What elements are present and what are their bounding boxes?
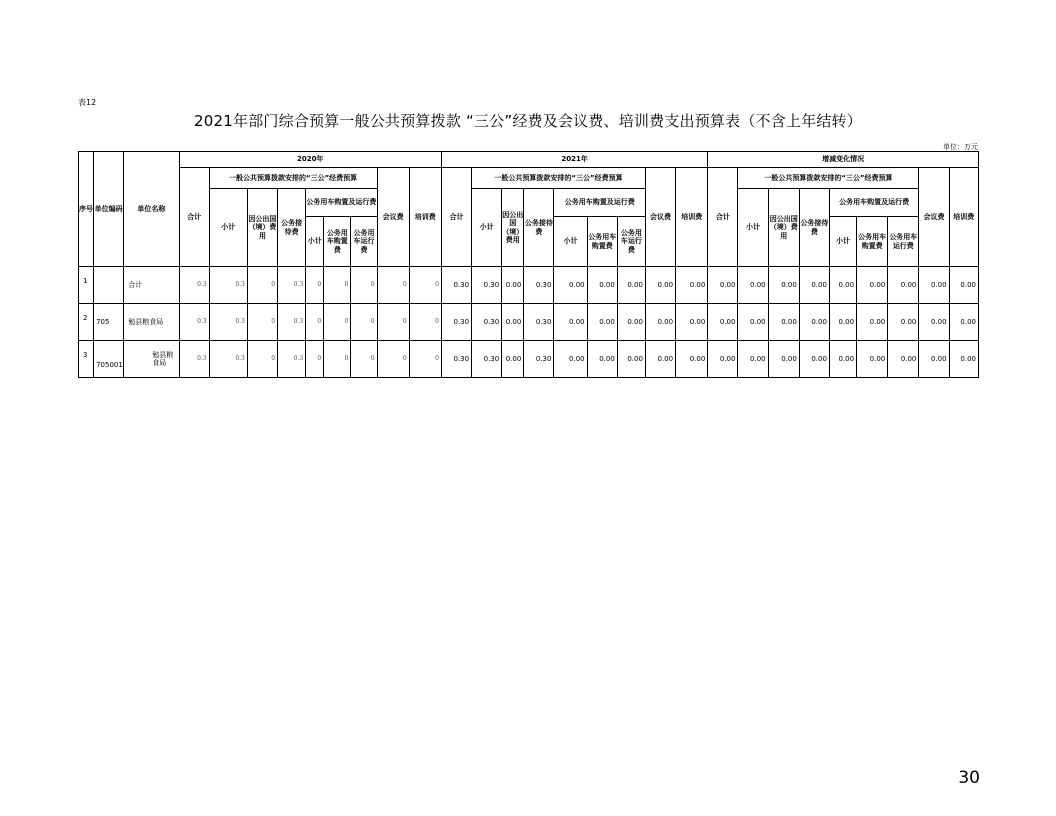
- header-2021-vehicle: 公务用车购置及运行费: [554, 189, 645, 217]
- cell-change: 0.00: [768, 304, 799, 341]
- table-number-label: 表12: [78, 98, 97, 107]
- cell-2020: 0: [409, 341, 441, 378]
- header-unit-code: 单位编码: [94, 152, 124, 267]
- cell-2020: 0.3: [278, 304, 306, 341]
- cell-2020: 0: [247, 304, 277, 341]
- cell-2021: 0.00: [617, 267, 645, 304]
- cell-2020: 0: [377, 304, 409, 341]
- cell-2021: 0.00: [554, 304, 587, 341]
- table-row: [79, 267, 979, 304]
- cell-2020: 0.3: [278, 267, 306, 304]
- cell-2021: 0.00: [617, 341, 645, 378]
- header-2021-sangong: 一般公共预算拨款安排的“三公”经费预算: [472, 168, 646, 189]
- header-2020-reception: 公务接待费: [278, 189, 306, 267]
- cell-2020: 0: [247, 341, 277, 378]
- cell-change: 0.00: [768, 267, 799, 304]
- table-row: [79, 341, 979, 378]
- cell-change: 0.00: [888, 304, 919, 341]
- page-number: 30: [958, 768, 980, 788]
- cell-2021: 0.00: [502, 304, 524, 341]
- header-change-total: 合计: [708, 168, 738, 267]
- header-change-vehicle-operation: 公务用车运行费: [888, 217, 919, 267]
- row-seq: 1: [79, 267, 94, 304]
- cell-2020: 0.3: [209, 341, 247, 378]
- header-year-2020: 2020年: [179, 152, 441, 168]
- cell-change: 0.00: [738, 341, 768, 378]
- cell-2020: 0: [324, 341, 351, 378]
- cell-2021: 0.00: [554, 267, 587, 304]
- cell-2021: 0.00: [645, 304, 675, 341]
- header-change-vehicle-subtotal: 小计: [829, 217, 856, 267]
- header-change-abroad: 因公出国（境）费用: [768, 189, 799, 267]
- header-2020-vehicle-purchase: 公务用车购置费: [324, 217, 351, 267]
- row-name: 勉县粮食局: [124, 304, 179, 341]
- cell-2021: 0.00: [554, 341, 587, 378]
- header-seq: 序号: [79, 152, 94, 267]
- cell-change: 0.00: [708, 267, 738, 304]
- cell-2020: 0.3: [179, 341, 209, 378]
- row-name: 勉县粮食局: [124, 341, 179, 378]
- cell-2020: 0.3: [179, 267, 209, 304]
- cell-2021: 0.00: [587, 341, 617, 378]
- row-code: [94, 267, 124, 304]
- cell-2021: 0.30: [472, 267, 502, 304]
- cell-2020: 0: [409, 304, 441, 341]
- budget-table: [78, 151, 979, 378]
- header-2020-abroad: 因公出国（境）费用: [247, 189, 277, 267]
- cell-change: 0.00: [888, 267, 919, 304]
- header-unit-name: 单位名称: [124, 152, 179, 267]
- row-seq: 3: [79, 341, 94, 378]
- cell-2021: 0.30: [441, 304, 471, 341]
- header-2021-subtotal: 小计: [472, 189, 502, 267]
- header-2021-reception: 公务接待费: [524, 189, 554, 267]
- cell-2021: 0.00: [502, 341, 524, 378]
- cell-2021: 0.00: [676, 341, 708, 378]
- cell-2020: 0: [377, 267, 409, 304]
- cell-change: 0.00: [857, 267, 888, 304]
- header-change-training: 培训费: [949, 168, 978, 267]
- header-change-vehicle: 公务用车购置及运行费: [829, 189, 918, 217]
- row-code: 705001: [94, 341, 124, 378]
- cell-2021: 0.30: [441, 341, 471, 378]
- cell-2021: 0.00: [587, 267, 617, 304]
- header-change-vehicle-purchase: 公务用车购置费: [857, 217, 888, 267]
- cell-change: 0.00: [799, 304, 829, 341]
- cell-change: 0.00: [708, 304, 738, 341]
- cell-2020: 0.3: [209, 304, 247, 341]
- row-code: 705: [94, 304, 124, 341]
- cell-change: 0.00: [738, 267, 768, 304]
- cell-change: 0.00: [829, 304, 856, 341]
- cell-2020: 0.3: [278, 341, 306, 378]
- cell-2020: 0: [409, 267, 441, 304]
- cell-2021: 0.00: [502, 267, 524, 304]
- cell-2021: 0.30: [472, 304, 502, 341]
- cell-change: 0.00: [738, 304, 768, 341]
- cell-change: 0.00: [799, 267, 829, 304]
- cell-change: 0.00: [919, 267, 949, 304]
- header-2021-training: 培训费: [676, 168, 708, 267]
- header-2020-total: 合计: [179, 168, 209, 267]
- cell-2021: 0.30: [524, 304, 554, 341]
- page-title: 2021年部门综合预算一般公共预算拨款 “三公”经费及会议费、培训费支出预算表（不含上年结转）: [194, 112, 862, 130]
- header-2021-vehicle-purchase: 公务用车购置费: [587, 217, 617, 267]
- cell-2020: 0: [324, 304, 351, 341]
- cell-2020: 0: [351, 341, 377, 378]
- cell-2021: 0.30: [441, 267, 471, 304]
- row-seq: 2: [79, 304, 94, 341]
- cell-2021: 0.00: [645, 267, 675, 304]
- cell-2020: 0: [351, 267, 377, 304]
- header-2020-subtotal: 小计: [209, 189, 247, 267]
- table-row: [79, 304, 979, 341]
- header-change-sangong: 一般公共预算拨款安排的“三公”经费预算: [738, 168, 919, 189]
- cell-change: 0.00: [949, 304, 978, 341]
- cell-2020: 0.3: [179, 304, 209, 341]
- cell-2020: 0: [351, 304, 377, 341]
- cell-2021: 0.00: [587, 304, 617, 341]
- cell-change: 0.00: [888, 341, 919, 378]
- header-change-subtotal: 小计: [738, 189, 768, 267]
- cell-2021: 0.00: [645, 341, 675, 378]
- cell-change: 0.00: [829, 267, 856, 304]
- cell-change: 0.00: [708, 341, 738, 378]
- header-2021-abroad: 因公出国（境）费用: [502, 189, 524, 267]
- cell-2020: 0: [306, 267, 324, 304]
- cell-change: 0.00: [949, 267, 978, 304]
- header-2020-vehicle-subtotal: 小计: [306, 217, 324, 267]
- header-2021-total: 合计: [441, 168, 471, 267]
- cell-2020: 0: [377, 341, 409, 378]
- cell-change: 0.00: [857, 304, 888, 341]
- header-2020-sangong: 一般公共预算拨款安排的“三公”经费预算: [209, 168, 377, 189]
- cell-change: 0.00: [829, 341, 856, 378]
- header-2020-meeting: 会议费: [377, 168, 409, 267]
- header-2021-vehicle-operation: 公务用车运行费: [617, 217, 645, 267]
- cell-2020: 0: [306, 341, 324, 378]
- cell-2021: 0.00: [617, 304, 645, 341]
- header-year-2021: 2021年: [441, 152, 707, 168]
- cell-2020: 0: [247, 267, 277, 304]
- header-2021-meeting: 会议费: [645, 168, 675, 267]
- cell-2021: 0.30: [524, 341, 554, 378]
- header-2020-vehicle: 公务用车购置及运行费: [306, 189, 377, 217]
- cell-2021: 0.00: [676, 267, 708, 304]
- cell-change: 0.00: [799, 341, 829, 378]
- header-2020-vehicle-operation: 公务用车运行费: [351, 217, 377, 267]
- cell-change: 0.00: [857, 341, 888, 378]
- header-change-meeting: 会议费: [919, 168, 949, 267]
- header-change: 增减变化情况: [708, 152, 979, 168]
- cell-2021: 0.30: [472, 341, 502, 378]
- row-name: 合计: [124, 267, 179, 304]
- cell-change: 0.00: [919, 341, 949, 378]
- header-change-reception: 公务接待费: [799, 189, 829, 267]
- unit-label: 单位：万元: [943, 143, 978, 151]
- cell-2021: 0.30: [524, 267, 554, 304]
- cell-2020: 0: [306, 304, 324, 341]
- cell-2020: 0.3: [209, 267, 247, 304]
- cell-change: 0.00: [919, 304, 949, 341]
- cell-change: 0.00: [768, 341, 799, 378]
- cell-2020: 0: [324, 267, 351, 304]
- cell-2021: 0.00: [676, 304, 708, 341]
- cell-change: 0.00: [949, 341, 978, 378]
- header-2020-training: 培训费: [409, 168, 441, 267]
- header-2021-vehicle-subtotal: 小计: [554, 217, 587, 267]
